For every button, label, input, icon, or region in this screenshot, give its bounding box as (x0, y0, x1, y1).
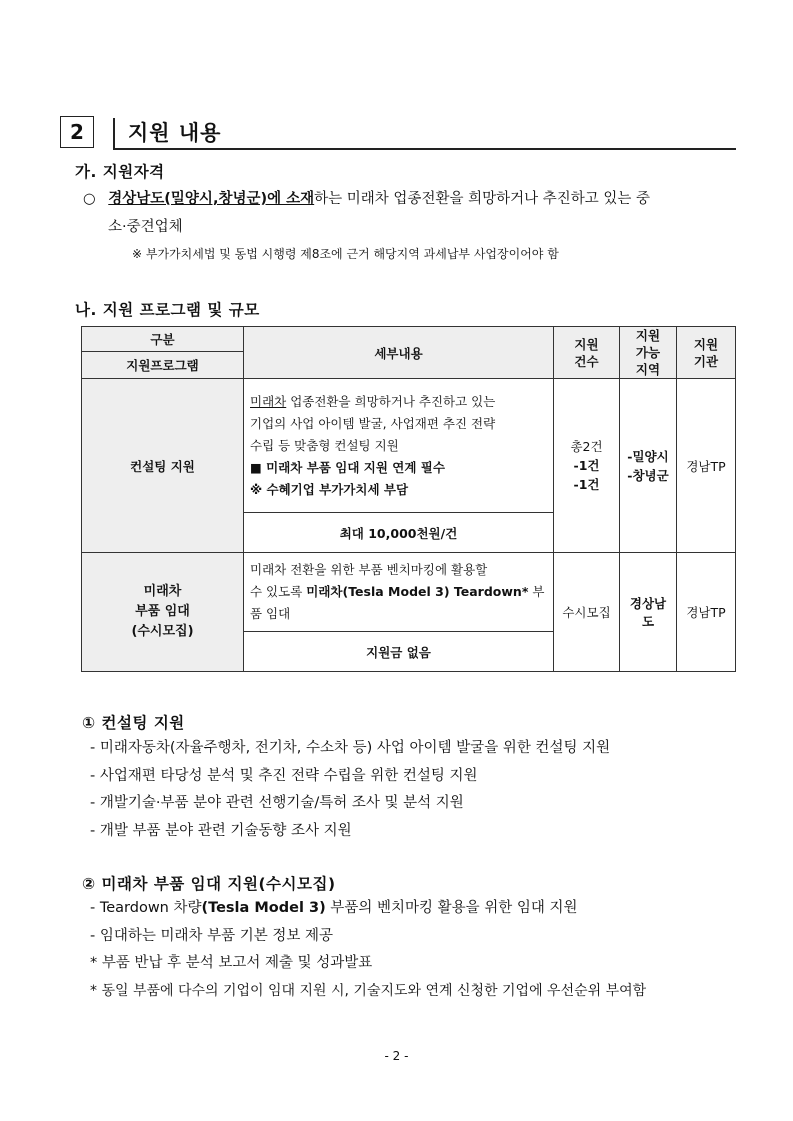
header-program: 지원프로그램 (82, 352, 244, 379)
list-item: - Teardown 차량(Tesla Model 3) 부품의 벤치마킹 활용을 위한 임대 지원 (90, 900, 578, 916)
list-item: - 임대하는 미래차 부품 기본 정보 제공 (90, 927, 333, 944)
eligibility-note: ※ 부가가치세법 및 동법 시행령 제8조에 근거 해당지역 과세납부 사업장이어야 함 (132, 247, 559, 261)
eligibility-heading: 가. 지원자격 (75, 163, 165, 181)
region-highlight: 경상남도(밀양시,창녕군)에 소재 (108, 191, 315, 207)
program-table (81, 326, 736, 672)
eligibility-line1 (83, 186, 743, 213)
section-number: 2 (60, 116, 94, 148)
consulting-list (90, 735, 770, 845)
consulting-region: -밀양시 -창녕군 (620, 379, 677, 553)
list-item: * 부품 반납 후 분석 보고서 제출 및 성과발표 (90, 955, 373, 971)
program-consulting: 컨설팅 지원 (82, 379, 244, 553)
rental-region: 경상남도 (620, 553, 677, 672)
rental-detail: 미래차 전환을 위한 부품 벤치마킹에 활용할 수 있도록 미래차(Tesla Model 3) Teardown* 부 품 임대 (244, 553, 554, 632)
rental-org: 경남TP (677, 553, 736, 672)
consulting-count: 총2건 -1건 -1건 (554, 379, 620, 553)
section-title: 지원 내용 (128, 121, 222, 145)
section-rule (113, 148, 736, 150)
consulting-amount: 최대 10,000천원/건 (244, 513, 554, 553)
header-count: 지원 건수 (554, 327, 620, 379)
consulting-org: 경남TP (677, 379, 736, 553)
list-item: - 개발 부품 분야 관련 기술동향 조사 지원 (90, 822, 352, 839)
list-item: - 개발기술·부품 분야 관련 선행기술/특허 조사 및 분석 지원 (90, 795, 464, 811)
header-detail: 세부내용 (244, 327, 554, 379)
rental-count: 수시모집 (554, 553, 620, 672)
header-gubun: 구분 (82, 327, 244, 352)
bullet-icon: ○ (83, 191, 96, 207)
program-parts-rental: 미래차 부품 임대 (수시모집) (82, 553, 244, 672)
program-heading: 나. 지원 프로그램 및 규모 (75, 301, 260, 319)
list-item: - 사업재편 타당성 분석 및 추진 전략 수립을 위한 컨설팅 지원 (90, 767, 478, 784)
header-region: 지원 가능 지역 (620, 327, 677, 379)
consulting-detail: 미래차 업종전환을 희망하거나 추진하고 있는 기업의 사업 아이템 발굴, 사업재편 추진 전략 수립 등 맞춤형 컨설팅 지원 ■ 미래차 부품 임대 지원 연계 필수 ※ 수혜기업 부가가치세 부담 (244, 379, 554, 513)
eligibility-line2: 소·중견업체 (108, 219, 183, 235)
consulting-heading: ① 컨설팅 지원 (82, 714, 185, 732)
rental-amount: 지원금 없음 (244, 632, 554, 672)
rental-heading: ② 미래차 부품 임대 지원(수시모집) (82, 875, 336, 893)
list-item: - 미래자동차(자율주행차, 전기차, 수소차 등) 사업 아이템 발굴을 위한 컨설팅 지원 (90, 740, 611, 756)
list-item: * 동일 부품에 다수의 기업이 임대 지원 시, 기술지도와 연계 신청한 기업에 우선순위 부여함 (90, 982, 647, 999)
header-org: 지원 기관 (677, 327, 736, 379)
rental-list (90, 895, 780, 1005)
section-divider (113, 118, 115, 148)
page-number: - 2 - (384, 1049, 409, 1063)
eligibility-text: 하는 미래차 업종전환을 희망하거나 추진하고 있는 중 (314, 191, 650, 207)
